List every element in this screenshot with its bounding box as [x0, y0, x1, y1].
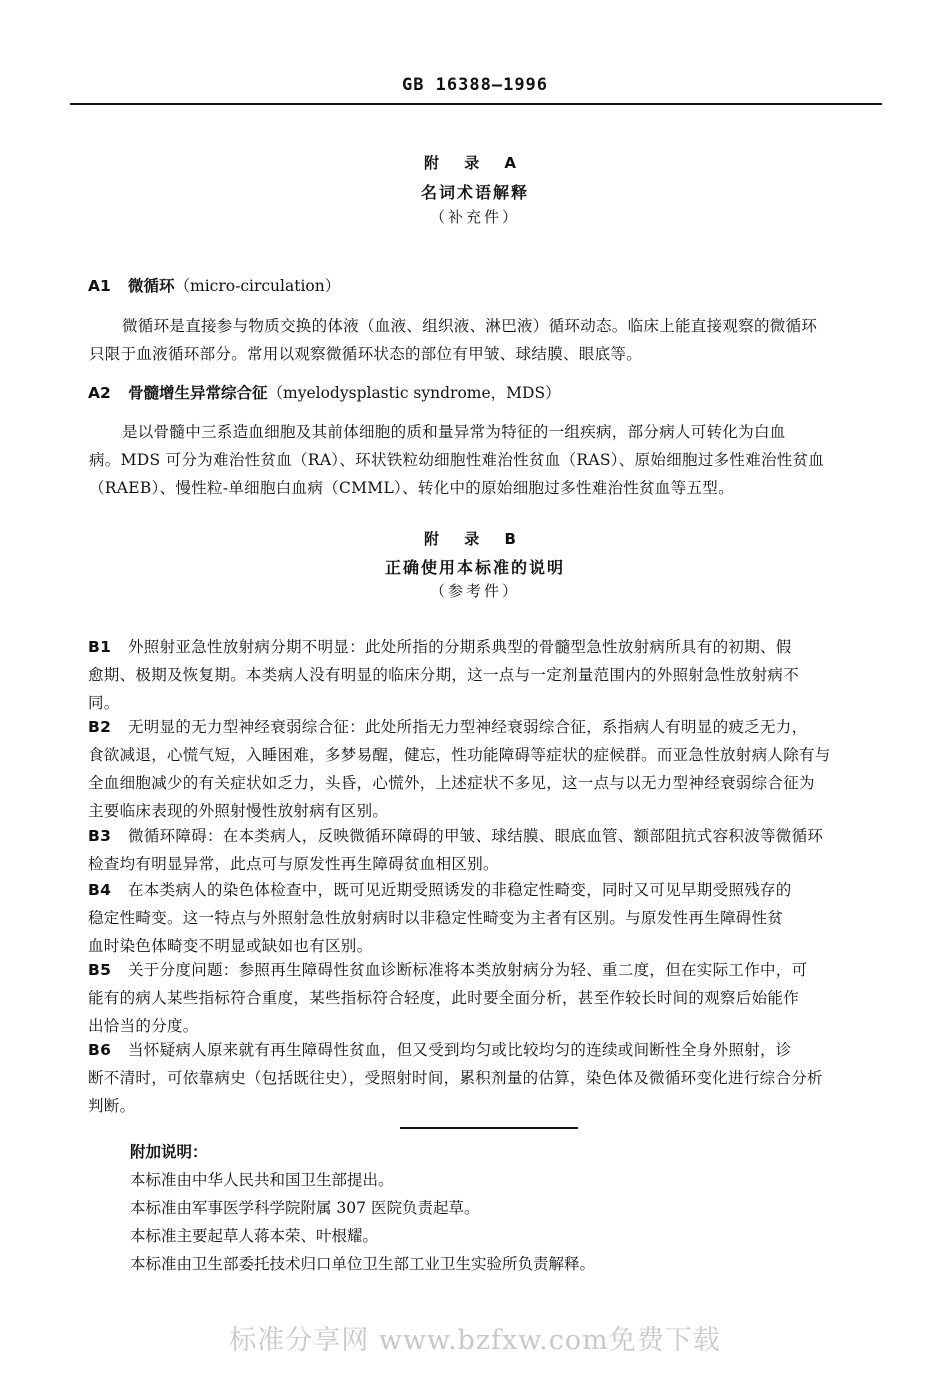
- term-a1-heading: [88, 274, 340, 296]
- item-b2: [88, 713, 831, 825]
- item-text: 外照射亚急性放射病分期不明显：此处所指的分期系典型的骨髓型急性放射病所具有的初期、假: [128, 638, 792, 656]
- item-line: 全血细胞减少的有关症状如乏力，头昏，心慌外，上述症状不多见，这一点与以无力型神经衰弱综合征为: [88, 774, 815, 792]
- term-english: （myelodysplastic syndrome，MDS）: [267, 384, 561, 402]
- appendix-b-subtitle: 正确使用本标准的说明: [384, 558, 565, 577]
- item-code: B5: [88, 961, 112, 979]
- term-code: A2: [88, 384, 111, 402]
- term-english: （micro-circulation）: [174, 277, 341, 295]
- watermark: 标准分享网 www.bzfxw.com免费下载: [229, 1325, 721, 1356]
- item-code: B4: [88, 881, 112, 899]
- header-divider: [70, 103, 882, 105]
- item-code: B3: [88, 827, 112, 845]
- note-line: 本标准由军事医学科学院附属 307 医院负责起草。: [130, 1199, 480, 1217]
- term-a1-definition: [89, 312, 818, 368]
- item-first-line: [88, 1036, 823, 1064]
- item-b4: [88, 876, 792, 960]
- term-name: 微循环: [128, 277, 175, 295]
- definition-line: 微循环是直接参与物质交换的体液（血液、组织液、淋巴液）循环动态。临床上能直接观察的微循环: [122, 317, 818, 335]
- item-line: 出恰当的分度。: [88, 1017, 199, 1035]
- term-code: A1: [88, 277, 111, 295]
- item-line: 检查均有明显异常，此点可与原发性再生障碍贫血相区别。: [88, 855, 499, 873]
- note-line: 本标准由卫生部委托技术归口单位卫生部工业卫生实验所负责解释。: [130, 1255, 596, 1273]
- item-first-line: [88, 876, 792, 904]
- item-line: 食欲减退，心慌气短，入睡困难，多梦易醒，健忘，性功能障碍等症状的症候群。而亚急性放射病人除有与: [88, 746, 831, 764]
- appendix-a-subtitle: 名词术语解释: [420, 183, 529, 202]
- item-text: 在本类病人的染色体检查中，既可见近期受照诱发的非稳定性畸变，同时又可见早期受照残存的: [128, 881, 792, 899]
- item-line: 同。: [88, 694, 120, 712]
- definition-line: （RAEB）、慢性粒-单细胞白血病（CMML）、转化中的原始细胞过多性难治性贫血等五型。: [89, 479, 734, 497]
- definition-line: 只限于血液循环部分。常用以观察微循环状态的部位有甲皱、球结膜、眼底等。: [89, 345, 643, 363]
- item-first-line: [88, 633, 799, 661]
- item-text: 微循环障碍：在本类病人，反映微循环障碍的甲皱、球结膜、眼底血管、额部阻抗式容积波等微循环: [128, 827, 824, 845]
- definition-line: 是以骨髓中三系造血细胞及其前体细胞的质和量异常为特征的一组疾病，部分病人可转化为白血: [122, 423, 786, 441]
- standard-number: GB 16388—1996: [401, 75, 549, 95]
- additional-notes-title: 附加说明：: [130, 1143, 208, 1161]
- additional-notes: [130, 1138, 595, 1278]
- term-a2-heading: [88, 381, 561, 403]
- item-line: 主要临床表现的外照射慢性放射病有区别。: [88, 802, 389, 820]
- appendix-b-note: （参考件）: [429, 582, 520, 600]
- item-line: 判断。: [88, 1097, 136, 1115]
- item-line: 断不清时，可依靠病史（包括既往史），受照射时间，累积剂量的估算，染色体及微循环变化进行综合分析: [88, 1069, 823, 1087]
- term-a2-definition: [89, 418, 825, 502]
- note-line: 本标准主要起草人蒋本荣、叶根耀。: [130, 1227, 379, 1245]
- appendix-a-title: 附 录 A: [423, 154, 527, 172]
- item-line: 能有的病人某些指标符合重度，某些指标符合轻度，此时要全面分析，甚至作较长时间的观察后始能作: [88, 989, 800, 1007]
- appendix-b-title: 附 录 B: [424, 530, 526, 548]
- section-divider: [400, 1127, 578, 1129]
- definition-line: 病。MDS 可分为难治性贫血（RA）、环状铁粒幼细胞性难治性贫血（RAS）、原始细胞过多性难治性贫血: [89, 451, 825, 469]
- item-text: 关于分度问题：参照再生障碍性贫血诊断标准将本类放射病分为轻、重二度，但在实际工作中，可: [128, 961, 808, 979]
- item-code: B2: [88, 718, 112, 736]
- item-line: 血时染色体畸变不明显或缺如也有区别。: [88, 937, 373, 955]
- item-code: B1: [88, 638, 112, 656]
- item-code: B6: [88, 1041, 112, 1059]
- item-text: 当怀疑病人原来就有再生障碍性贫血，但又受到均匀或比较均匀的连续或间断性全身外照射，诊: [128, 1041, 792, 1059]
- item-text: 无明显的无力型神经衰弱综合征：此处所指无力型神经衰弱综合征，系指病人有明显的疲乏无力，: [128, 718, 808, 736]
- appendix-a-note: （补充件）: [429, 208, 520, 226]
- item-first-line: [88, 822, 823, 850]
- item-first-line: [88, 956, 807, 984]
- item-b6: [88, 1036, 823, 1120]
- item-line: 稳定性畸变。这一特点与外照射急性放射病时以非稳定性畸变为主者有区别。与原发性再生障碍性贫: [88, 909, 784, 927]
- item-b3: [88, 822, 823, 878]
- item-line: 愈期、极期及恢复期。本类病人没有明显的临床分期，这一点与一定剂量范围内的外照射急性放射病不: [88, 666, 800, 684]
- item-b1: [88, 633, 799, 717]
- term-name: 骨髓增生异常综合征: [128, 384, 268, 402]
- item-b5: [88, 956, 807, 1040]
- note-line: 本标准由中华人民共和国卫生部提出。: [130, 1171, 394, 1189]
- item-first-line: [88, 713, 831, 741]
